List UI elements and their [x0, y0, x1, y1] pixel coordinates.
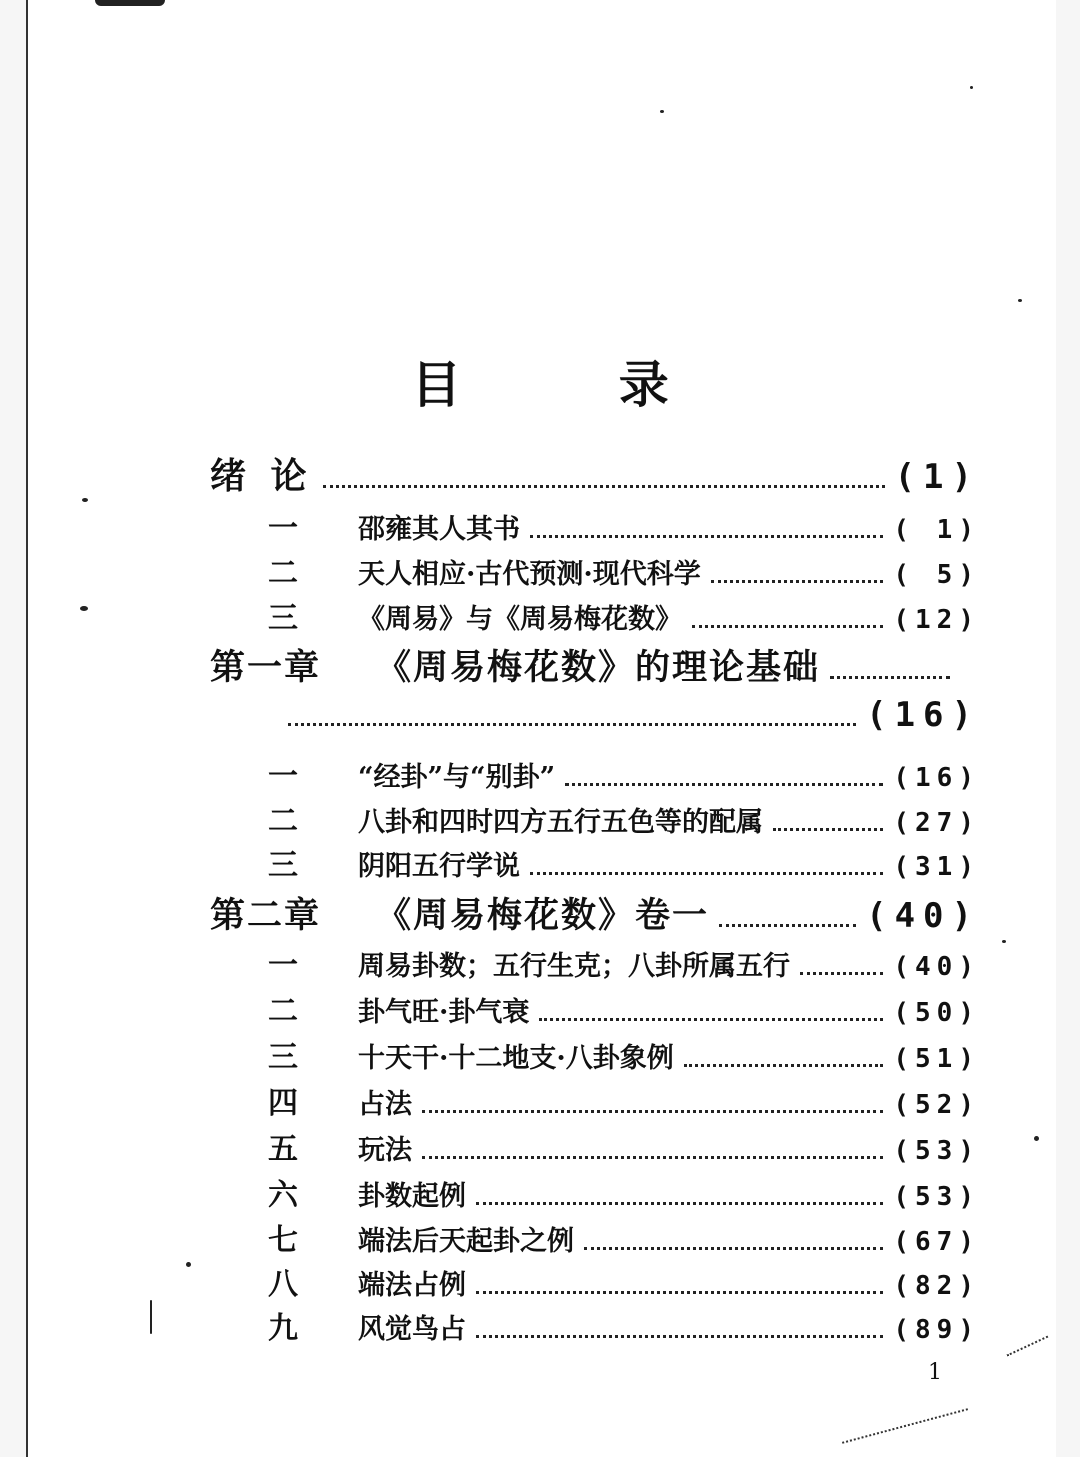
chapter-number: 第一章 — [210, 647, 322, 688]
dot-leader — [422, 1156, 883, 1159]
entry-label: 周易卦数；五行生克；八卦所属五行 — [358, 951, 790, 982]
scan-speck — [970, 86, 973, 89]
entry-number: 七 — [268, 1223, 298, 1258]
entry-number: 四 — [268, 1086, 298, 1121]
entry-label: 天人相应·古代预测·现代科学 — [358, 559, 701, 590]
dot-leader — [288, 723, 856, 726]
page-number: 1 — [928, 1360, 942, 1385]
entry-number: 一 — [268, 948, 298, 983]
toc-entry[interactable] — [268, 796, 980, 840]
toc-entry[interactable] — [268, 1078, 980, 1122]
dot-leader — [539, 1018, 883, 1021]
ink-smudge — [95, 0, 165, 6]
chapter-title: 《周易梅花数》的理论基础 — [376, 647, 821, 688]
entry-page: (82) — [893, 1271, 980, 1301]
entry-label: 《周易》与《周易梅花数》 — [358, 604, 682, 635]
dot-leader — [476, 1202, 883, 1205]
entry-number: 三 — [268, 848, 298, 883]
entry-number: 三 — [268, 1040, 298, 1075]
dot-leader — [323, 485, 885, 488]
entry-label: 邵雍其人其书 — [358, 514, 520, 545]
dot-leader — [800, 972, 883, 975]
entry-page: (50) — [893, 998, 980, 1028]
entry-number: 六 — [268, 1178, 298, 1213]
entry-label: 端法后天起卦之例 — [358, 1226, 574, 1257]
scan-speck — [1018, 299, 1022, 302]
entry-label: 阴阳五行学说 — [358, 851, 520, 882]
dot-leader — [530, 872, 883, 875]
entry-page: (51) — [893, 1044, 980, 1074]
dot-leader — [530, 535, 883, 538]
entry-page: ( 5) — [893, 560, 980, 590]
dot-leader — [422, 1110, 883, 1113]
entry-page: (53) — [893, 1182, 980, 1212]
dot-leader — [476, 1335, 883, 1338]
toc-entry[interactable] — [268, 1170, 980, 1214]
entry-page: (16) — [893, 763, 980, 793]
entry-label: “经卦”与“别卦” — [358, 762, 556, 793]
entry-number: 五 — [268, 1132, 298, 1167]
entry-label: 端法占例 — [358, 1270, 466, 1301]
entry-number: 一 — [268, 511, 298, 546]
toc-entry[interactable] — [268, 986, 980, 1030]
entry-label: 卦数起例 — [358, 1181, 466, 1212]
scan-speck — [82, 498, 88, 502]
scan-speck — [150, 1300, 152, 1334]
scan-speck — [660, 110, 664, 113]
entry-label: 风觉鸟占 — [358, 1314, 466, 1345]
entry-page: (16) — [866, 695, 980, 735]
entry-number: 三 — [268, 601, 298, 636]
entry-page: (52) — [893, 1090, 980, 1120]
entry-number: 九 — [268, 1311, 298, 1346]
toc-entry-chapter-1-page[interactable] — [288, 695, 980, 735]
toc-entry-chapter-1[interactable] — [210, 640, 960, 690]
dot-leader — [830, 676, 950, 679]
toc-entry[interactable] — [268, 940, 980, 984]
chapter-title: 《周易梅花数》卷一 — [376, 895, 710, 936]
dot-leader — [719, 924, 856, 927]
toc-entry[interactable] — [268, 1032, 980, 1076]
scan-speck — [1034, 1136, 1039, 1141]
dot-leader — [684, 1064, 884, 1067]
toc-entry[interactable] — [268, 1124, 980, 1168]
toc-entry-intro[interactable] — [210, 448, 980, 499]
entry-label: 卦气旺·卦气衰 — [358, 997, 530, 1028]
toc-entry[interactable] — [268, 1303, 980, 1347]
toc-entry[interactable] — [268, 593, 980, 637]
dot-leader — [711, 580, 884, 583]
chapter-number: 第二章 — [210, 895, 322, 936]
entry-label: 八卦和四时四方五行五色等的配属 — [358, 807, 763, 838]
entry-page: ( 1) — [893, 515, 980, 545]
entry-number: 二 — [268, 804, 298, 839]
entry-page: (89) — [893, 1315, 980, 1345]
entry-page: (40) — [866, 896, 980, 936]
entry-number: 八 — [268, 1267, 298, 1302]
entry-page: (53) — [893, 1136, 980, 1166]
entry-page: (1) — [894, 457, 980, 497]
entry-page: (67) — [893, 1227, 980, 1257]
entry-number: 二 — [268, 994, 298, 1029]
toc-entry[interactable] — [268, 751, 980, 795]
entry-page: (40) — [893, 952, 980, 982]
toc-entry[interactable] — [268, 1215, 980, 1259]
entry-number: 二 — [268, 556, 298, 591]
entry-label: 十天干·十二地支·八卦象例 — [358, 1043, 674, 1074]
dot-leader — [565, 783, 883, 786]
toc-entry[interactable] — [268, 840, 980, 884]
entry-page: (12) — [893, 605, 980, 635]
entry-page: (27) — [893, 808, 980, 838]
entry-label: 玩法 — [358, 1135, 412, 1166]
scan-speck — [1002, 940, 1006, 943]
entry-label: 绪 论 — [210, 455, 313, 497]
toc-entry[interactable] — [268, 1259, 980, 1303]
scan-speck — [186, 1262, 191, 1267]
toc-entry-chapter-2[interactable] — [210, 888, 980, 938]
entry-number: 一 — [268, 759, 298, 794]
toc-entry[interactable] — [268, 503, 980, 547]
dot-leader — [773, 828, 883, 831]
dot-leader — [476, 1291, 883, 1294]
entry-label: 占法 — [358, 1089, 412, 1120]
toc-title: 目 录 — [411, 356, 739, 414]
dot-leader — [692, 625, 883, 628]
entry-page: (31) — [893, 852, 980, 882]
toc-entry[interactable] — [268, 548, 980, 592]
scan-speck — [80, 606, 88, 611]
dot-leader — [584, 1247, 883, 1250]
